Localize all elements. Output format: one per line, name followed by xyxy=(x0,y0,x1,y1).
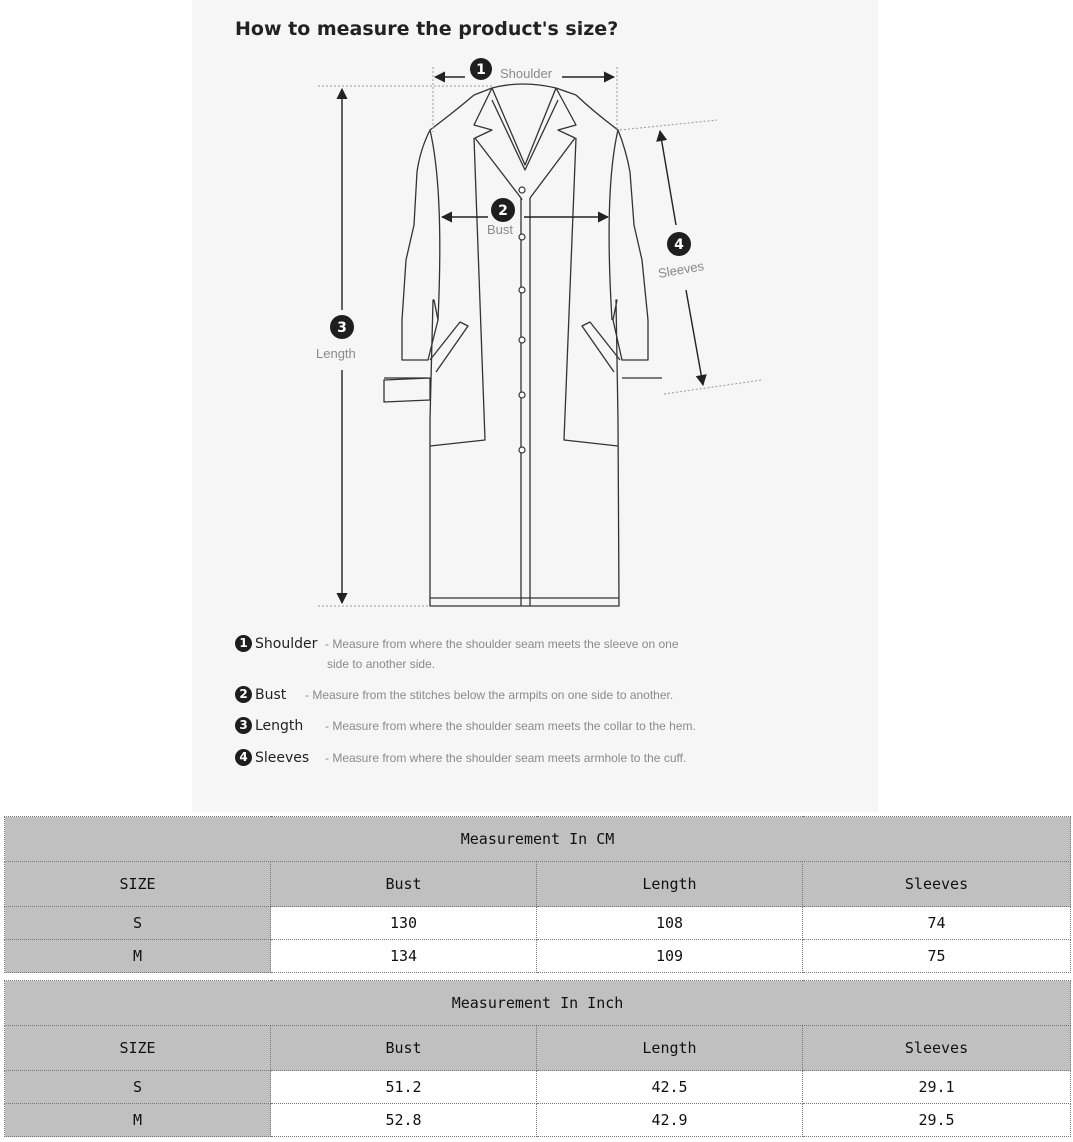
legend-description: - Measure from where the shoulder seam meets armhole to the cuff. xyxy=(325,750,687,765)
header-length: Length xyxy=(537,1026,803,1071)
label-sleeves: Sleeves xyxy=(656,258,706,281)
header-sleeves: Sleeves xyxy=(803,862,1071,907)
label-length: Length xyxy=(316,346,356,361)
legend-number-badge: 1 xyxy=(235,635,252,652)
sleeves-cell: 29.5 xyxy=(803,1104,1071,1137)
legend-length xyxy=(235,717,696,734)
table-title: Measurement In Inch xyxy=(5,981,1071,1026)
size-guide-panel xyxy=(192,0,878,812)
legend-description: - Measure from where the shoulder seam meets the sleeve on one xyxy=(325,636,679,651)
length-cell: 108 xyxy=(537,907,803,940)
legend-name: Sleeves xyxy=(255,749,310,766)
table-header-row xyxy=(5,862,1071,907)
bust-cell: 51.2 xyxy=(271,1071,537,1104)
svg-text:4: 4 xyxy=(674,237,684,253)
coat-measurement-diagram xyxy=(192,0,878,620)
length-cell: 42.5 xyxy=(537,1071,803,1104)
header-size: SIZE xyxy=(5,1026,271,1071)
bust-cell: 52.8 xyxy=(271,1104,537,1137)
label-shoulder: Shoulder xyxy=(500,66,553,81)
legend-description-cont: side to another side. xyxy=(327,657,436,671)
legend-name: Bust xyxy=(255,686,287,703)
table-header-row xyxy=(5,1026,1071,1071)
table-row xyxy=(5,940,1071,973)
length-cell: 109 xyxy=(537,940,803,973)
coat-buttons xyxy=(519,187,525,453)
table-title: Measurement In CM xyxy=(5,817,1071,862)
measurement-table-inch xyxy=(4,980,1071,1137)
coat-illustration xyxy=(384,84,662,606)
legend-bust xyxy=(235,686,673,703)
header-bust: Bust xyxy=(271,862,537,907)
table-row xyxy=(5,1104,1071,1137)
legend-number-badge: 2 xyxy=(235,686,252,703)
legend-description: - Measure from where the shoulder seam meets the collar to the hem. xyxy=(325,718,696,733)
svg-text:2: 2 xyxy=(498,203,508,219)
header-sleeves: Sleeves xyxy=(803,1026,1071,1071)
size-cell: M xyxy=(5,1104,271,1137)
measurement-table-cm xyxy=(4,816,1071,973)
legend-name: Length xyxy=(255,717,304,734)
legend-sleeves xyxy=(235,749,686,766)
bust-cell: 130 xyxy=(271,907,537,940)
length-cell: 42.9 xyxy=(537,1104,803,1137)
legend-description: - Measure from the stitches below the armpits on one side to another. xyxy=(305,687,674,702)
sleeves-arrow xyxy=(660,131,676,225)
header-size: SIZE xyxy=(5,862,271,907)
svg-text:1: 1 xyxy=(476,62,486,78)
legend-number-badge: 4 xyxy=(235,749,252,766)
size-cell: M xyxy=(5,940,271,973)
sleeves-cell: 29.1 xyxy=(803,1071,1071,1104)
header-bust: Bust xyxy=(271,1026,537,1071)
header-length: Length xyxy=(537,862,803,907)
sleeves-cell: 75 xyxy=(803,940,1071,973)
sleeves-cell: 74 xyxy=(803,907,1071,940)
size-cell: S xyxy=(5,1071,271,1104)
legend-shoulder xyxy=(235,635,679,671)
size-cell: S xyxy=(5,907,271,940)
table-row xyxy=(5,907,1071,940)
legend-name: Shoulder xyxy=(255,635,318,652)
guide-title: How to measure the product's size? xyxy=(235,18,619,40)
label-bust: Bust xyxy=(487,222,514,237)
table-row xyxy=(5,1071,1071,1104)
svg-text:3: 3 xyxy=(337,320,347,336)
legend-number-badge: 3 xyxy=(235,717,252,734)
bust-cell: 134 xyxy=(271,940,537,973)
number-badges xyxy=(330,58,691,339)
